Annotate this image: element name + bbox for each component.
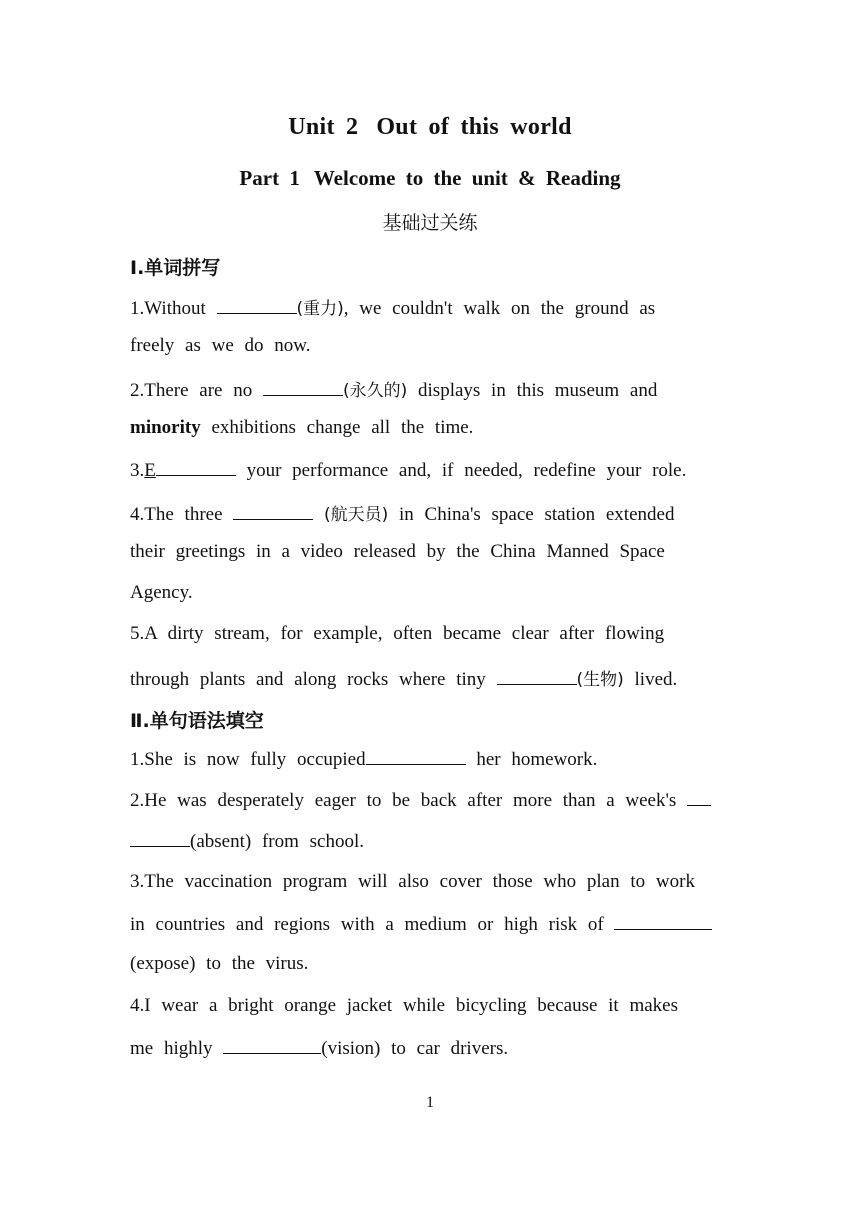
- answer-blank[interactable]: [223, 1036, 321, 1054]
- question-line: minority exhibitions change all the time.: [130, 417, 474, 438]
- page-number: 1: [426, 1094, 434, 1111]
- title-name: Out of this world: [376, 114, 572, 140]
- question-line: through plants and along rocks where tiny (生物) lived.: [130, 669, 678, 690]
- title-unit: Unit 2: [288, 114, 359, 140]
- exercise-subheading: 基础过关练: [382, 212, 478, 234]
- question-line: freely as we do now.: [130, 335, 311, 356]
- question-line: 4.The three (航天员) in China's space station extended: [130, 504, 675, 525]
- subtitle-part: Part 1: [239, 166, 300, 190]
- question-line: (expose) to the virus.: [130, 953, 309, 974]
- answer-blank[interactable]: [614, 912, 712, 930]
- subtitle-name: Welcome to the unit & Reading: [313, 166, 621, 190]
- page-subtitle: [0, 166, 860, 191]
- question-line: Agency.: [130, 582, 193, 603]
- answer-blank[interactable]: [497, 667, 577, 685]
- question-line: (absent) from school.: [130, 829, 364, 853]
- answer-blank-continued[interactable]: [130, 829, 190, 847]
- initial-letter: E: [144, 460, 156, 481]
- answer-blank[interactable]: [263, 378, 343, 396]
- answer-blank[interactable]: [233, 502, 313, 520]
- question-line: 3.The vaccination program will also cover those who plan to work: [130, 871, 695, 892]
- answer-blank[interactable]: [687, 788, 711, 806]
- section-heading-spelling: Ⅰ.单词拼写: [130, 257, 221, 279]
- question-line: 1.She is now fully occupied her homework.: [130, 749, 598, 770]
- question-line: in countries and regions with a medium or high risk of: [130, 912, 712, 936]
- question-line: their greetings in a video released by the China Manned Space: [130, 541, 665, 562]
- bold-word: minority: [130, 417, 201, 438]
- answer-blank[interactable]: [366, 747, 466, 765]
- question-line: 4.I wear a bright orange jacket while bicycling because it makes: [130, 995, 678, 1016]
- question-line: me highly (vision) to car drivers.: [130, 1038, 509, 1059]
- question-line: 3.E your performance and, if needed, redefine your role.: [130, 460, 687, 481]
- answer-blank[interactable]: [156, 458, 236, 476]
- answer-blank[interactable]: [217, 296, 297, 314]
- page-title: [0, 114, 860, 141]
- question-line: 2.There are no (永久的) displays in this museum and: [130, 380, 658, 401]
- question-line: 5.A dirty stream, for example, often became clear after flowing: [130, 623, 665, 644]
- section-heading-grammar: Ⅱ.单句语法填空: [130, 710, 264, 732]
- question-line: 2.He was desperately eager to be back after more than a week's: [130, 788, 711, 812]
- question-line: 1.Without (重力), we couldn't walk on the ground as: [130, 298, 656, 319]
